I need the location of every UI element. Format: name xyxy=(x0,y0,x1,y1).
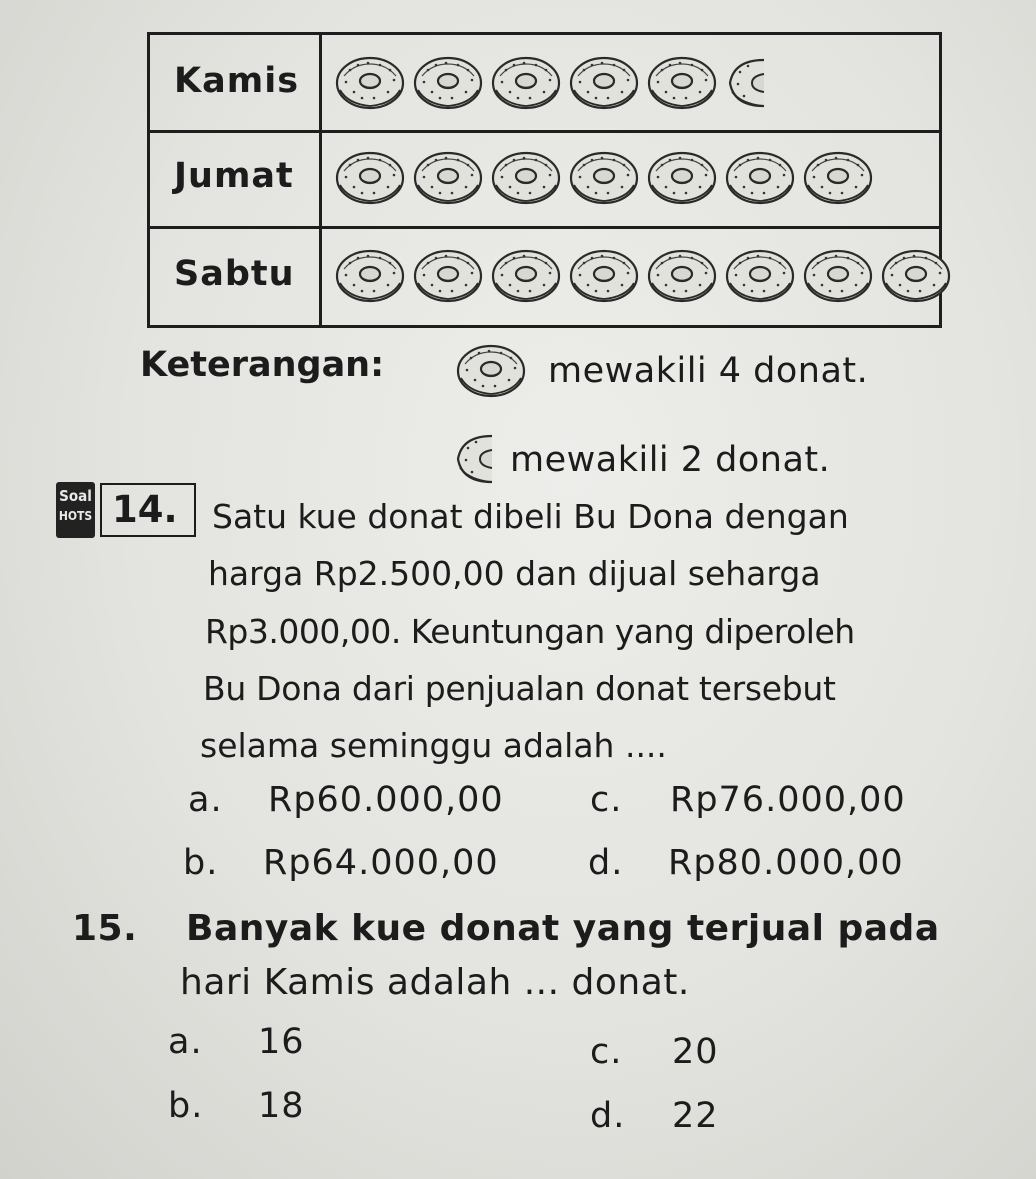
option-letter: c. xyxy=(590,780,623,820)
day-cell xyxy=(150,130,322,226)
donut-icon xyxy=(334,149,406,207)
hots-badge xyxy=(56,482,95,538)
hots-badge-top: Soal xyxy=(59,487,92,505)
icons-cell xyxy=(334,130,939,226)
pictogram-row xyxy=(150,35,939,133)
donut-icon xyxy=(490,247,562,305)
option-b[interactable] xyxy=(183,843,499,883)
donut-icon xyxy=(490,54,562,112)
legend-full-text: mewakili 4 donat. xyxy=(548,351,869,391)
donut-icon xyxy=(490,149,562,207)
option-text: Rp80.000,00 xyxy=(668,843,904,883)
donut-icon xyxy=(802,149,874,207)
option-text: 16 xyxy=(258,1022,305,1062)
option-c[interactable] xyxy=(590,780,906,820)
donut-icon xyxy=(412,54,484,112)
question-line: selama seminggu adalah .... xyxy=(200,726,667,765)
day-cell xyxy=(150,226,322,325)
legend-half-text: mewakili 2 donat. xyxy=(510,440,831,480)
donut-icon xyxy=(412,247,484,305)
donut-icon xyxy=(724,149,796,207)
donut-icon xyxy=(646,149,718,207)
option-letter: d. xyxy=(588,843,624,883)
option-a[interactable] xyxy=(188,780,504,820)
donut-icon xyxy=(568,54,640,112)
day-label: Sabtu xyxy=(174,253,295,294)
option-text: 18 xyxy=(258,1086,305,1126)
day-label: Kamis xyxy=(174,60,300,101)
half-donut-icon xyxy=(724,54,768,112)
pictogram-row xyxy=(150,226,939,325)
question-number: 14. xyxy=(100,483,196,537)
question-line: Bu Dona dari penjualan donat tersebut xyxy=(203,669,836,708)
question-number: 15. xyxy=(72,908,138,949)
donut-icon xyxy=(568,247,640,305)
icons-cell xyxy=(334,226,939,325)
option-d[interactable] xyxy=(588,843,904,883)
option-letter: b. xyxy=(168,1086,204,1126)
day-label: Jumat xyxy=(174,156,294,196)
option-c[interactable] xyxy=(590,1032,719,1072)
option-letter: a. xyxy=(188,780,223,820)
donut-icon xyxy=(646,247,718,305)
donut-icon xyxy=(455,342,527,400)
pictogram-row xyxy=(150,130,939,229)
question-line: Satu kue donat dibeli Bu Dona dengan xyxy=(212,497,849,536)
option-a[interactable] xyxy=(168,1022,305,1062)
icons-cell xyxy=(334,35,939,130)
option-text: Rp76.000,00 xyxy=(670,780,906,820)
option-letter: b. xyxy=(183,843,219,883)
day-cell xyxy=(150,35,322,130)
pictogram-table xyxy=(147,32,942,328)
question-line: Banyak kue donat yang terjual pada xyxy=(186,908,940,949)
donut-icon xyxy=(412,149,484,207)
donut-icon xyxy=(334,54,406,112)
option-b[interactable] xyxy=(168,1086,305,1126)
legend-title: Keterangan: xyxy=(140,345,385,385)
option-text: 22 xyxy=(672,1096,719,1136)
option-text: 20 xyxy=(672,1032,719,1072)
option-letter: d. xyxy=(590,1096,626,1136)
donut-icon xyxy=(802,247,874,305)
donut-icon xyxy=(334,247,406,305)
option-d[interactable] xyxy=(590,1096,719,1136)
option-letter: c. xyxy=(590,1032,623,1072)
donut-icon xyxy=(880,247,952,305)
question-line: harga Rp2.500,00 dan dijual seharga xyxy=(208,554,821,593)
option-text: Rp64.000,00 xyxy=(263,843,499,883)
donut-icon xyxy=(646,54,718,112)
hots-badge-bottom: HOTS xyxy=(58,509,93,523)
donut-icon xyxy=(568,149,640,207)
question-line: hari Kamis adalah ... donat. xyxy=(180,962,690,1003)
question-line: Rp3.000,00. Keuntungan yang diperoleh xyxy=(205,612,855,651)
half-donut-icon xyxy=(452,430,496,488)
option-text: Rp60.000,00 xyxy=(268,780,504,820)
option-letter: a. xyxy=(168,1022,203,1062)
donut-icon xyxy=(724,247,796,305)
